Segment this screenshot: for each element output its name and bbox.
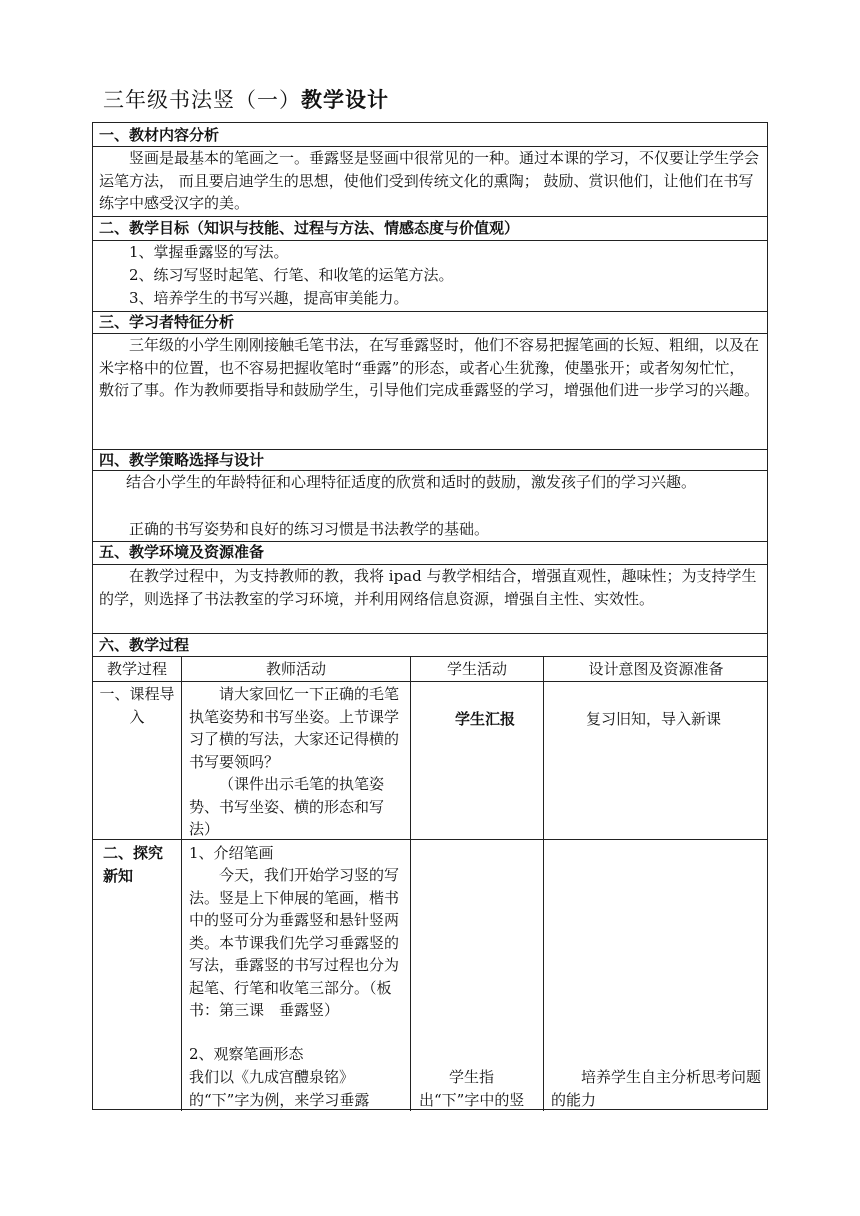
section-heading-strategy: 四、教学策略选择与设计 (99, 451, 265, 469)
divider (93, 633, 767, 634)
divider (93, 216, 767, 217)
section-heading-content-analysis: 一、教材内容分析 (99, 126, 220, 144)
teacher-activity-text: 我们以《九成宫醴泉铭》的“下”字为例，来学习垂露 (189, 1068, 370, 1109)
student-activity-text: 学生指出“下”字中的竖 (419, 1068, 525, 1109)
section-paragraph: 竖画是最基本的笔画之一。垂露竖是竖画中很常见的一种。通过本课的学习，不仅要让学生学会运笔方法， 而且要启迪学生的思想，使他们受到传统文化的熏陶； 鼓励、赏识他们，让他们在书写练字中感受汉字的美。 (99, 149, 760, 212)
title-plain: 三年级书法竖（一） (103, 88, 301, 112)
section-paragraph: 结合小学生的年龄特征和心理特征适度的欣赏和适时的鼓励，激发孩子们的学习兴趣。 (126, 473, 697, 491)
teacher-activity-text: 今天，我们开始学习竖的写法。竖是上下伸展的笔画，楷书中的竖可分为垂露竖和悬针竖两类。本节课我们先学习垂露竖的写法，垂露竖的书写过程也分为起笔、行笔和收笔三部分。（板书：第三课 垂露竖） (189, 866, 400, 1019)
design-intent-text: 复习旧知，导入新课 (586, 710, 722, 728)
lesson-plan-table (92, 122, 768, 1110)
row-stage-explore: 二、探究新知 (103, 844, 164, 885)
column-divider (410, 656, 411, 1111)
objective-item: 2、练习写竖时起笔、行笔、和收笔的运笔方法。 (129, 266, 454, 284)
section-heading-learner-analysis: 三、学习者特征分析 (99, 313, 235, 331)
objective-item: 1、掌握垂露竖的写法。 (129, 243, 289, 261)
title-bold: 教学设计 (301, 87, 389, 112)
section-heading-environment: 五、教学环境及资源准备 (99, 543, 265, 561)
section-paragraph: 正确的书写姿势和良好的练习习惯是书法教学的基础。 (129, 520, 490, 538)
table-header-design: 设计意图及资源准备 (588, 660, 724, 678)
teacher-activity-text: （课件出示毛笔的执笔姿势、书写坐姿、横的形态和写法） (189, 775, 385, 838)
teacher-activity-text: 2、观察笔画形态 (189, 1045, 304, 1063)
row-stage-intro: 一、课程导入 (99, 685, 175, 726)
column-divider (543, 656, 544, 1111)
objective-item: 3、培养学生的书写兴趣，提高审美能力。 (129, 289, 409, 307)
student-activity-text: 学生汇报 (455, 710, 516, 728)
teacher-activity-text: 请大家回忆一下正确的毛笔执笔姿势和书写坐姿。上节课学习了横的写法，大家还记得横的书写要领吗？ (189, 685, 400, 771)
table-header-stage: 教学过程 (106, 660, 167, 678)
design-intent-text: 培养学生自主分析思考问题的能力 (551, 1068, 762, 1109)
divider (93, 839, 767, 840)
section-heading-objectives: 二、教学目标（知识与技能、过程与方法、情感态度与价值观） (99, 219, 520, 237)
divider (93, 656, 767, 657)
section-paragraph: 在教学过程中，为支持教师的教，我将 ipad 与教学相结合，增强直观性，趣味性；为支持学生的学，则选择了书法教室的学习环境，并利用网络信息资源，增强自主性、实效性。 (99, 567, 757, 608)
section-paragraph: 三年级的小学生刚刚接触毛笔书法，在写垂露竖时，他们不容易把握笔画的长短、粗细，以及在米字格中的位置，也不容易把握收笔时“垂露”的形态，或者心生犹豫，使墨张开；或者匆匆忙忙，敷衍了事。作为教师要指导和鼓励学生，引导他们完成垂露竖的学习，增强他们进一步学习的兴趣。 (99, 336, 760, 399)
section-heading-process: 六、教学过程 (99, 636, 190, 654)
table-header-teacher: 教师活动 (265, 660, 326, 678)
divider (93, 681, 767, 682)
table-header-student: 学生活动 (446, 660, 507, 678)
page-title (103, 84, 389, 114)
column-divider (181, 656, 182, 1111)
teacher-activity-text: 1、介绍笔画 (189, 844, 274, 862)
